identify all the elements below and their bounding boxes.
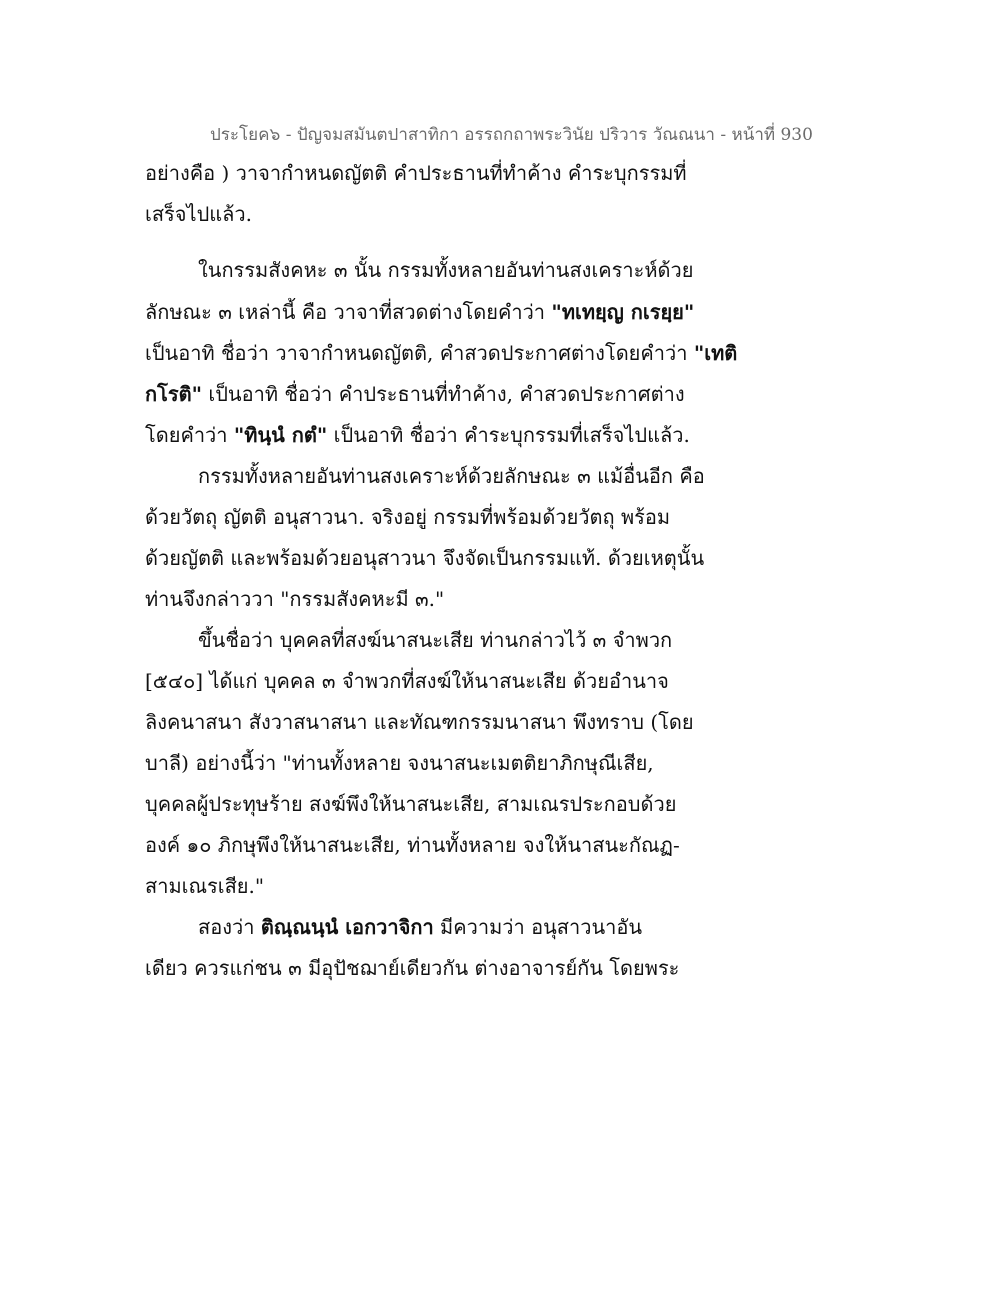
text-segment: เป็นอาทิ ชื่อว่า คำระบุกรรมที่เสร็จไปแล้ว. [327, 423, 690, 447]
text-line: ด้วยญัตติ และพร้อมด้วยอนุสาวนา จึงจัดเป็นกรรมแท้. ด้วยเหตุนั้น [145, 546, 705, 570]
text-line: เดียว ควรแก่ชน ๓ มีอุปัชฌาย์เดียวกัน ต่างอาจารย์กัน โดยพระ [145, 956, 680, 980]
text-line: องค์ ๑๐ ภิกษุพึงให้นาสนะเสีย, ท่านทั้งหลาย จงให้นาสนะกัณฏ- [145, 833, 680, 857]
paragraph-start-line: กรรมทั้งหลายอันท่านสงเคราะห์ด้วยลักษณะ ๓ แม้อื่นอีก คือ [198, 464, 705, 488]
pali-term: "ทินฺนํ กตํ" [233, 423, 328, 447]
page-header: ประโยค๖ - ปัญจมสมันตปาสาทิกา อรรถกถาพระวินัย ปริวาร วัณณนา - หน้าที่ 930 [210, 125, 813, 145]
text-segment: ลักษณะ ๓ เหล่านี้ คือ วาจาที่สวดต่างโดยคำว่า [145, 300, 552, 324]
pali-term: "เทติ [693, 341, 738, 365]
text-line: เสร็จไปแล้ว. [145, 202, 252, 226]
text-line: [๕๔๐] ได้แก่ บุคคล ๓ จำพวกที่สงฆ์ให้นาสนะเสีย ด้วยอำนาจ [145, 669, 669, 693]
text-line [145, 297, 694, 327]
text-line: อย่างคือ ) วาจากำหนดญัตติ คำประธานที่ทำค้าง คำระบุกรรมที่ [145, 161, 687, 185]
text-line [198, 912, 642, 942]
text-line: ด้วยวัตถุ ญัตติ อนุสาวนา. จริงอยู่ กรรมที่พร้อมด้วยวัตถุ พร้อม [145, 505, 671, 529]
text-line: บุคคลผู้ประทุษร้าย สงฆ์พึงให้นาสนะเสีย, สามเณรประกอบด้วย [145, 792, 677, 816]
pali-term: ติณฺณนฺนํ เอกวาจิกา [260, 915, 434, 939]
text-segment: เป็นอาทิ ชื่อว่า คำประธานที่ทำค้าง, คำสวดประกาศต่าง [202, 382, 685, 406]
paragraph-start-line: ในกรรมสังคหะ ๓ นั้น กรรมทั้งหลายอันท่านสงเคราะห์ด้วย [198, 258, 694, 282]
text-line: บาลี) อย่างนี้ว่า "ท่านทั้งหลาย จงนาสนะเมตติยาภิกษุณีเสีย, [145, 751, 654, 775]
text-line: ลิงคนาสนา สังวาสนาสนา และทัณฑกรรมนาสนา พึงทราบ (โดย [145, 710, 694, 734]
text-segment: เป็นอาทิ ชื่อว่า วาจากำหนดญัตติ, คำสวดประกาศต่างโดยคำว่า [145, 341, 694, 365]
text-segment: โดยคำว่า [145, 423, 234, 447]
text-line [145, 338, 737, 368]
paragraph-start-line: ขึ้นชื่อว่า บุคคลที่สงฆ์นาสนะเสีย ท่านกล่าวไว้ ๓ จำพวก [198, 628, 673, 652]
text-segment: มีความว่า อนุสาวนาอัน [433, 915, 643, 939]
text-line [145, 420, 690, 450]
pali-term: "ทเทยฺญ กเรยฺย" [551, 300, 695, 324]
pali-term: กโรติ" [145, 382, 203, 406]
text-line [145, 379, 685, 409]
text-line: สามเณรเสีย." [145, 874, 265, 898]
text-segment: สองว่า [198, 915, 261, 939]
text-line: ท่านจึงกล่าววา "กรรมสังคหะมี ๓." [145, 587, 445, 611]
